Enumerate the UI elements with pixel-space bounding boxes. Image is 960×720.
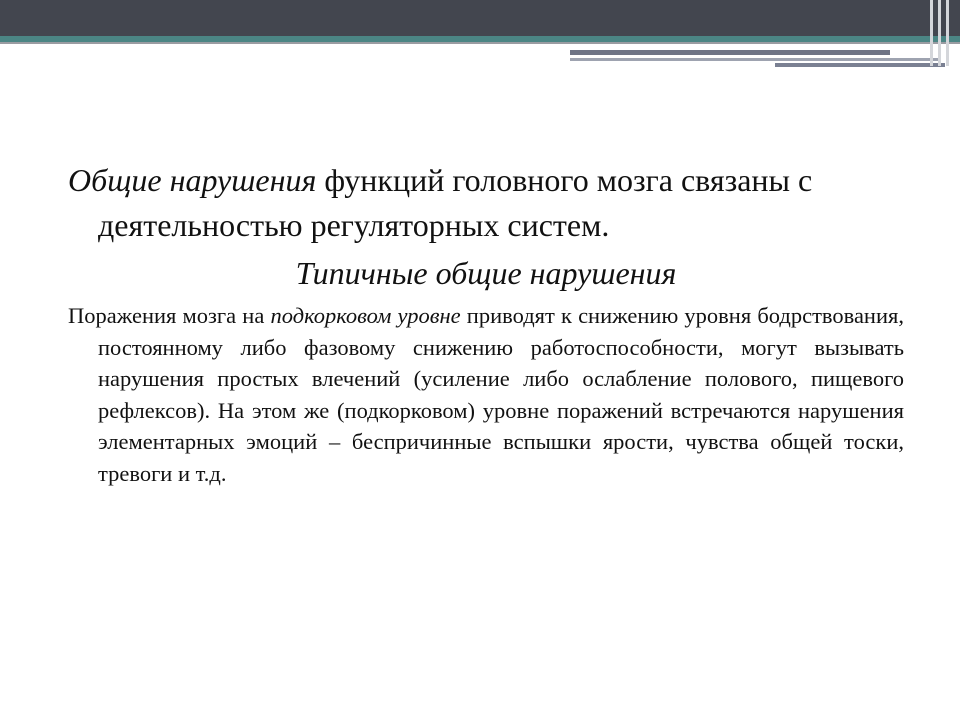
lead-paragraph <box>68 158 904 248</box>
header-corner-stripe <box>946 0 949 66</box>
body-emphasis: подкорковом уровне <box>270 303 461 328</box>
header-accent-line <box>775 63 945 67</box>
lead-emphasis: Общие нарушения <box>68 162 317 198</box>
header-corner-stripe <box>938 0 941 66</box>
body-text-end: приводят к снижению уровня бодрствования, постоянному либо фазовому снижению работоспособности, могут вызывать нарушения простых влечений (усиление либо ослабление полового, пищевого рефлексов). На этом же (подкорковом) уровне поражений встречаются нарушения элементарных эмоций – беспричинные вспышки ярости, чувства общей тоски, тревоги и т.д. <box>98 303 904 486</box>
header-accent-line <box>570 50 890 55</box>
header-band <box>0 0 960 36</box>
slide-content <box>68 158 904 489</box>
slide-subtitle: Типичные общие нарушения <box>295 255 677 291</box>
lead-text: функций головного мозга связаны с деятельностью регуляторных систем. <box>98 162 813 243</box>
header-gray-stripe <box>0 42 960 44</box>
header-corner-stripe <box>930 0 933 66</box>
header-accent-line <box>570 58 940 61</box>
body-text-start: Поражения мозга на <box>68 303 271 328</box>
body-paragraph <box>68 300 904 489</box>
